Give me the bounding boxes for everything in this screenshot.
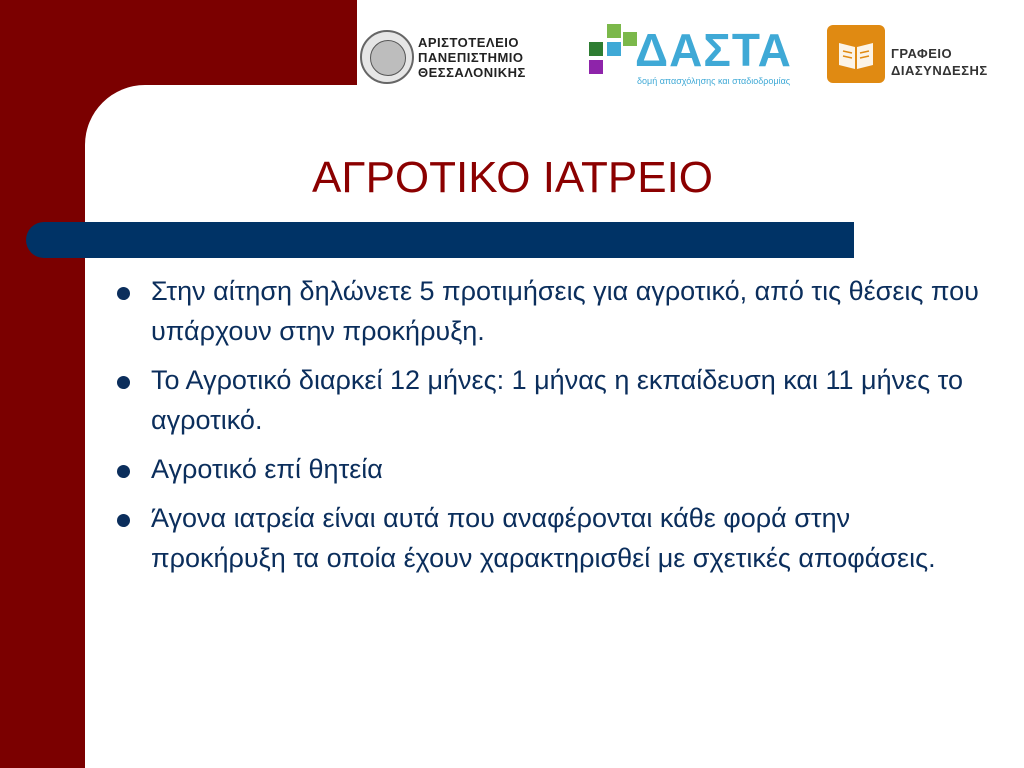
bullet-dot-icon <box>117 376 130 389</box>
dasta-logo-title: ΔΑΣΤΑ <box>635 24 792 76</box>
auth-logo-text: ΑΡΙΣΤΟΤΕΛΕΙΟ ΠΑΝΕΠΙΣΤΗΜΙΟ ΘΕΣΣΑΛΟΝΙΚΗΣ <box>418 35 526 80</box>
dasta-square-icon <box>589 42 603 56</box>
bullet-item <box>112 449 992 489</box>
dasta-logo-subtitle: δομή απασχόλησης και σταδιοδρομίας <box>637 76 791 86</box>
bullet-text: Το Αγροτικό διαρκεί 12 μήνες: 1 μήνας η εκπαίδευση και 11 μήνες το αγροτικό. <box>151 365 963 435</box>
bullet-dot-icon <box>117 514 130 527</box>
bullet-item <box>112 360 992 440</box>
bullet-dot-icon <box>117 287 130 300</box>
book-icon <box>827 25 885 83</box>
bullet-dot-icon <box>117 465 130 478</box>
gd-logo-text: ΓΡΑΦΕΙΟ ΔΙΑΣΥΝΔΕΣΗΣ <box>891 46 988 78</box>
bullet-list <box>112 271 992 587</box>
bullet-item <box>112 271 992 351</box>
bullet-text: Αγροτικό επί θητεία <box>151 454 383 484</box>
dasta-square-icon <box>589 60 603 74</box>
auth-logo <box>360 28 560 88</box>
bullet-text: Στην αίτηση δηλώνετε 5 προτιμήσεις για αγροτικό, από τις θέσεις που υπάρχουν στην προκήρυξη. <box>151 276 979 346</box>
university-seal-icon <box>360 30 414 84</box>
bullet-text: Άγονα ιατρεία είναι αυτά που αναφέρονται κάθε φορά στην προκήρυξη τα οποία έχουν χαρακτηρισθεί με σχετικές αποφάσεις. <box>151 503 936 573</box>
slide-title: ΑΓΡΟΤΙΚΟ ΙΑΤΡΕΙΟ <box>312 153 714 202</box>
bullet-item <box>112 498 992 578</box>
dasta-square-icon <box>607 42 621 56</box>
dasta-square-icon <box>607 24 621 38</box>
dasta-logo <box>585 22 810 92</box>
gd-logo <box>827 25 1007 85</box>
title-underline-bar <box>26 222 854 258</box>
